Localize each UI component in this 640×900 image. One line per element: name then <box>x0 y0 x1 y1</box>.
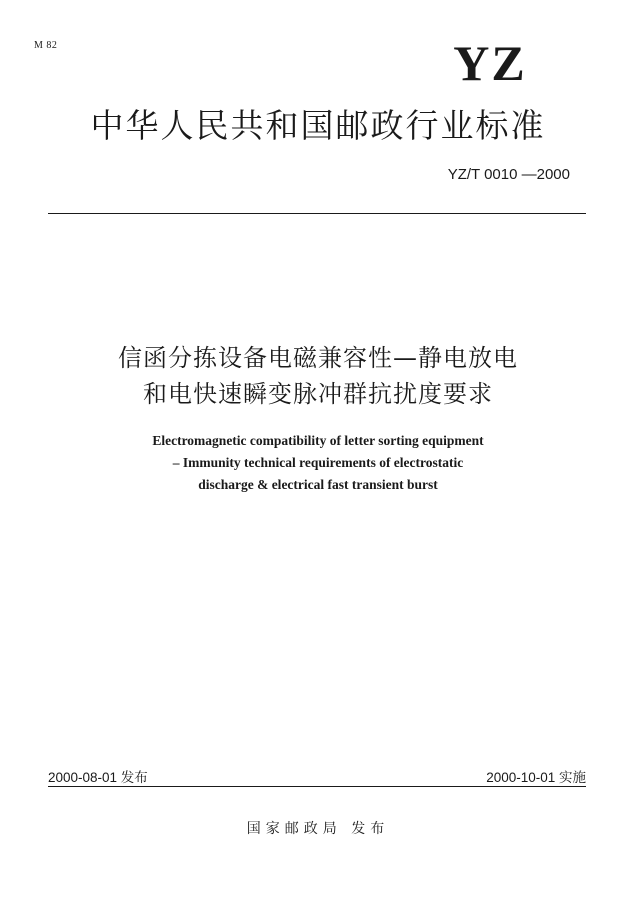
english-title <box>40 430 596 496</box>
english-title-line-3: discharge & electrical fast transient burst <box>198 477 438 492</box>
issue-date: 2000-08-01 发布 <box>48 770 148 785</box>
bottom-divider <box>48 786 586 787</box>
classification-code: M 82 <box>34 40 58 51</box>
chinese-title-line-2: 和电快速瞬变脉冲群抗扰度要求 <box>143 380 493 408</box>
chinese-title-line-1: 信函分拣设备电磁兼容性—静电放电 <box>118 344 518 372</box>
standard-number: YZ/T 0010 —2000 <box>447 166 570 183</box>
org-title: 中华人民共和国邮政行业标准 <box>90 106 546 145</box>
implementation-date: 2000-10-01 实施 <box>486 770 586 785</box>
english-title-line-1: Electromagnetic compatibility of letter sorting equipment <box>152 433 484 448</box>
chinese-title <box>40 340 596 412</box>
english-title-line-2: – Immunity technical requirements of electrostatic <box>172 455 464 470</box>
publisher: 国家邮政局 发布 <box>246 821 390 837</box>
yz-logo: YZ <box>453 35 527 91</box>
top-divider <box>48 213 586 214</box>
